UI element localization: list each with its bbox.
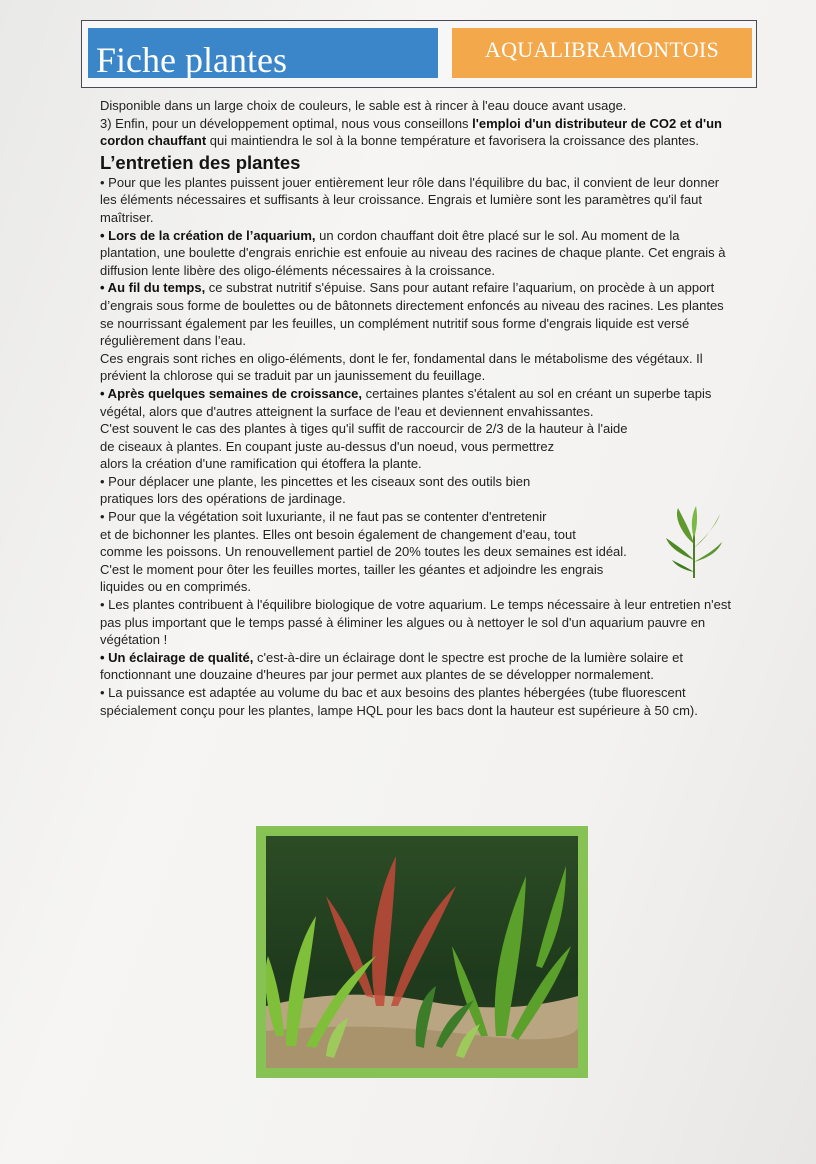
paragraph-fil-du-temps-text: ce substrat nutritif s'épuise. Sans pour autant refaire l’aquarium, on procède à un apport d’engrais sous forme de boulettes ou de bâtonnets directement enfoncés au niveau des racines. Les plantes se nourrissant également par les feuilles, un complément nutritif sous forme d'engrais liquide est versé régulièrement dans l’eau.: [100, 280, 724, 349]
paragraph-croissance-lead: • Après quelques semaines de croissance,: [100, 385, 363, 401]
text-line: pratiques lors des opérations de jardinage.: [100, 491, 346, 507]
intro-line: Disponible dans un large choix de couleurs, le sable est à rincer à l'eau douce avant usage.: [100, 98, 627, 113]
paragraph-creation: [100, 227, 732, 280]
text-line: alors la création d'une ramification qui étoffera la plante.: [100, 456, 422, 472]
paragraph-croissance: [100, 385, 732, 420]
paragraph-creation-lead: • Lors de la création de l’aquarium,: [100, 227, 316, 243]
paragraph-eclairage-lead: • Un éclairage de qualité,: [100, 649, 254, 665]
text-line: de ciseaux à plantes. En coupant juste au-dessus d'un noeud, vous permettrez: [100, 438, 555, 454]
text-line: et de bichonner les plantes. Elles ont besoin également de changement d'eau, tout: [100, 526, 576, 542]
plant-sprig-icon: [664, 504, 724, 580]
paragraph-eclairage: [100, 649, 732, 684]
text-line: • Pour déplacer une plante, les pincettes et les ciseaux sont des outils bien: [100, 473, 531, 489]
paragraph-creation-text: un cordon chauffant doit être placé sur le sol. Au moment de la plantation, une boulette d'engrais enrichie est enfouie au niveau des racines de chaque plante. Cet engrais à diffusion lente libère des oligo-éléments nécessaires à la croissance.: [100, 227, 726, 278]
intro-p3-emphasis: l'emploi d'un distributeur de CO2 et d'un cordon chauffant: [100, 115, 722, 149]
aquarium-plants-photo: [266, 836, 578, 1068]
section-heading: L’entretien des plantes: [100, 151, 301, 173]
text-line: comme les poissons. Un renouvellement partiel de 20% toutes les deux semaines est idéal.: [100, 544, 627, 560]
paragraph-puissance: • La puissance est adaptée au volume du bac et aux besoins des plantes hébergées (tube fluorescent spécialement conçu pour les plantes, lampe HQL pour les bacs dont la hauteur est supérieure à 50 cm).: [100, 685, 698, 718]
article-body: [100, 97, 732, 719]
paragraph-equilibre: • Les plantes contribuent à l'équilibre biologique de votre aquarium. Le temps nécessaire à leur entretien n'est pas plus important que le temps passé à éliminer les algues ou à nettoyer le sol d'un aquarium pauvre en végétation !: [100, 597, 732, 648]
brand-name: AQUALIBRAMONTOIS: [484, 37, 720, 62]
intro-paragraph-3: [100, 115, 732, 150]
paragraph-fil-du-temps-lead: • Au fil du temps,: [100, 280, 206, 296]
paragraph-tiges: [100, 420, 732, 473]
text-line: C'est le moment pour ôter les feuilles mortes, tailler les géantes et adjoindre les engrais: [100, 561, 604, 577]
text-line: • Pour que la végétation soit luxuriante, il ne faut pas se contenter d'entretenir: [100, 509, 547, 525]
paragraph-deplacer: [100, 473, 732, 508]
text-line: C'est souvent le cas des plantes à tiges qu'il suffit de raccourcir de 2/3 de la hauteur à l'aide: [100, 421, 628, 437]
paragraph-vegetation: [100, 508, 732, 596]
text-line: liquides ou en comprimés.: [100, 579, 252, 595]
page-title: Fiche plantes: [96, 40, 287, 80]
paragraph-engrais-lumiere: • Pour que les plantes puissent jouer entièrement leur rôle dans l'équilibre du bac, il convient de leur donner les éléments nécessaires et suffisants à leur croissance. Engrais et lumière sont les paramètres qu'il faut maîtriser.: [100, 174, 720, 225]
paragraph-eclairage-text: c'est-à-dire un éclairage dont le spectre est proche de la lumière solaire et fonctionnant une douzaine d'heures par jour permet aux plantes de se développer normalement.: [100, 649, 683, 683]
paragraph-fil-du-temps: [100, 279, 732, 349]
intro-p3-end: qui maintiendra le sol à la bonne température et favorisera la croissance des plantes.: [206, 133, 700, 149]
paragraph-oligo-elements: Ces engrais sont riches en oligo-éléments, dont le fer, fondamental dans le métabolisme des végétaux. Il prévient la chlorose qui se traduit par un jaunissement du feuillage.: [100, 350, 703, 384]
intro-p3-start: 3) Enfin, pour un développement optimal, nous vous conseillons: [100, 115, 473, 131]
paragraph-croissance-text: certaines plantes s'étalent au sol en créant un superbe tapis végétal, alors que d'autres atteignent la surface de l'eau et deviennent envahissantes.: [100, 385, 712, 419]
